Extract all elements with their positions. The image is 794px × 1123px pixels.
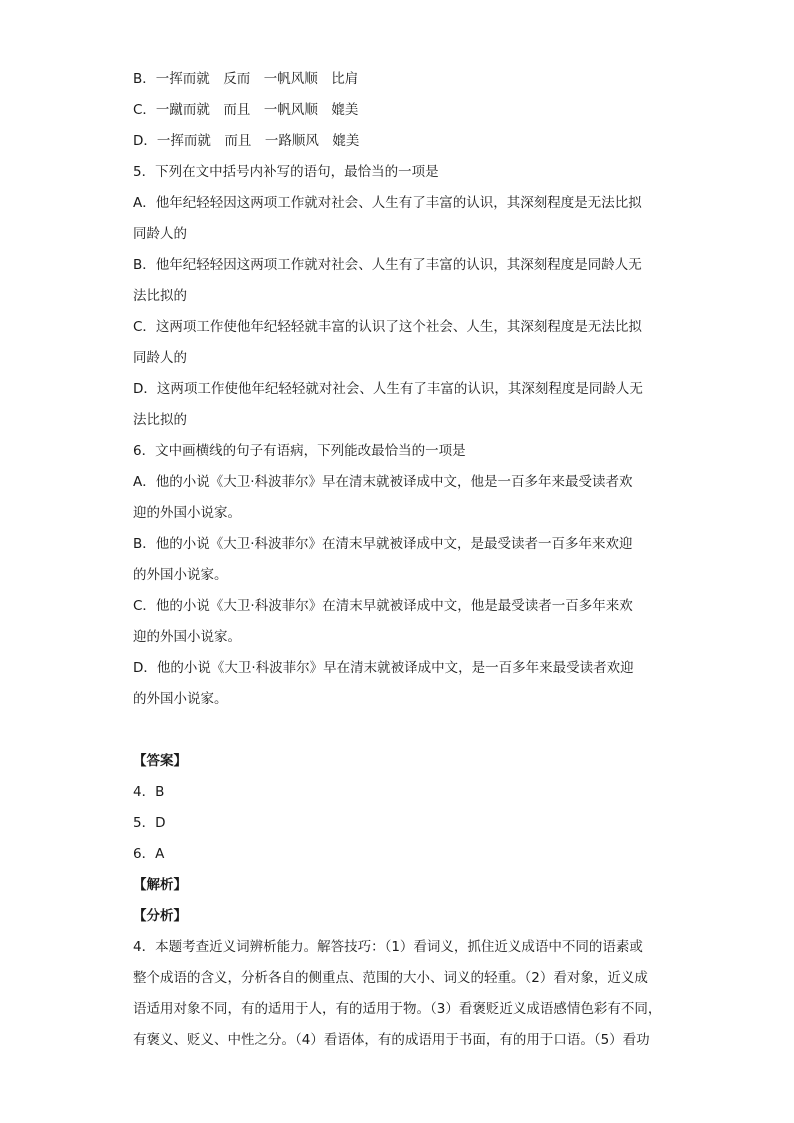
- section-spacer: [133, 715, 663, 746]
- q6-option-a-line2: 迎的外国小说家。: [133, 505, 241, 521]
- q4-option-c: C．一蹴而就 而且 一帆风顺 媲美: [133, 102, 359, 118]
- q5-option-d-line2: 法比拟的: [133, 412, 187, 428]
- answer-item-6: 6．A: [133, 846, 165, 862]
- q6-option-d-line1: D．他的小说《大卫·科波菲尔》早在清末就被译成中文，是一百多年来最受读者欢迎: [133, 660, 634, 676]
- analysis-line-1: 4．本题考查近义词辨析能力。解答技巧：（1）看词义，抓住近义成语中不同的语素或: [133, 939, 643, 955]
- q5-option-b-line2: 法比拟的: [133, 288, 187, 304]
- q6-option-c-line2: 迎的外国小说家。: [133, 629, 241, 645]
- q5-stem: 5．下列在文中括号内补写的语句，最恰当的一项是: [133, 164, 439, 180]
- analysis-line-4: 有褒义、贬义、中性之分。（4）看语体，有的成语用于书面，有的用于口语。（5）看功: [133, 1032, 650, 1048]
- q6-option-d-line2: 的外国小说家。: [133, 691, 228, 707]
- q4-option-d: D．一挥而就 而且 一路顺风 媲美: [133, 133, 360, 149]
- q6-option-b-line2: 的外国小说家。: [133, 567, 228, 583]
- q6-option-b-line1: B．他的小说《大卫·科波菲尔》在清末早就被译成中文，是最受读者一百多年来欢迎: [133, 536, 633, 552]
- answer-heading: 【答案】: [133, 753, 187, 769]
- q5-option-a-line1: A．他年纪轻轻因这两项工作就对社会、人生有了丰富的认识，其深刻程度是无法比拟: [133, 195, 642, 211]
- document-content: [133, 64, 663, 1056]
- analysis-line-3: 语适用对象不同，有的适用于人，有的适用于物。（3）看褒贬近义成语感情色彩有不同，: [133, 1001, 662, 1017]
- q5-option-d-line1: D．这两项工作使他年纪轻轻就对社会、人生有了丰富的认识，其深刻程度是同龄人无: [133, 381, 643, 397]
- answer-item-4: 4．B: [133, 784, 165, 800]
- q5-option-a-line2: 同龄人的: [133, 226, 187, 242]
- q4-option-b: B．一挥而就 反而 一帆风顺 比肩: [133, 71, 359, 87]
- q6-stem: 6．文中画横线的句子有语病，下列能改最恰当的一项是: [133, 443, 466, 459]
- q6-option-a-line1: A．他的小说《大卫·科波菲尔》早在清末就被译成中文，他是一百多年来最受读者欢: [133, 474, 633, 490]
- answer-item-5: 5．D: [133, 815, 166, 831]
- analysis-line-2: 整个成语的含义，分析各自的侧重点、范围的大小、词义的轻重。（2）看对象，近义成: [133, 970, 648, 986]
- analysis-subheading: 【分析】: [133, 908, 187, 924]
- analysis-heading: 【解析】: [133, 877, 187, 893]
- q5-option-c-line2: 同龄人的: [133, 350, 187, 366]
- q5-option-c-line1: C．这两项工作使他年纪轻轻就丰富的认识了这个社会、人生，其深刻程度是无法比拟: [133, 319, 642, 335]
- q5-option-b-line1: B．他年纪轻轻因这两项工作就对社会、人生有了丰富的认识，其深刻程度是同龄人无: [133, 257, 642, 273]
- q6-option-c-line1: C．他的小说《大卫·科波菲尔》在清末早就被译成中文，他是最受读者一百多年来欢: [133, 598, 633, 614]
